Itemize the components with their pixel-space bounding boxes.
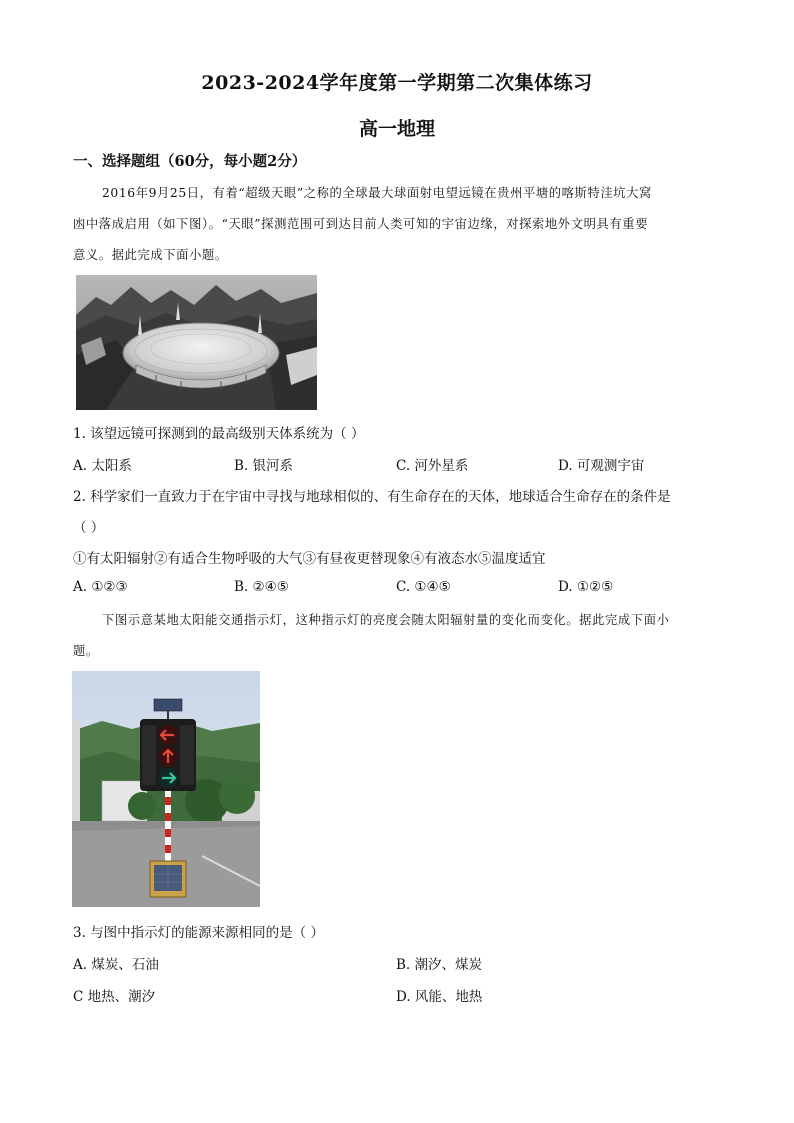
q1-option-d[interactable]: D. 可观测宇宙 [558,458,645,474]
q3-option-b[interactable]: B. 潮汐、煤炭 [396,957,483,973]
q2-stem-line2: （ ） [73,520,105,536]
q3-option-a[interactable]: A. 煤炭、石油 [73,957,159,973]
document-title: 2023-2024学年度第一学期第二次集体练习 [201,72,593,94]
document-subtitle: 高一地理 [358,118,435,140]
section-heading: 一、选择题组（60分，每小题2分） [73,153,307,170]
q2-option-a[interactable]: A. ①②③ [73,579,128,595]
intro1-line2: 凼中落成启用（如下图）。“天眼”探测范围可到达目前人类可知的宇宙边缘，对探索地外文明具有重要 [73,217,649,231]
solar-traffic-light-photo [72,671,260,907]
q1-stem: 1. 该望远镜可探测到的最高级别天体系统为（ ） [73,426,365,442]
intro1-line1: 2016年9月25日，有着“超级天眼”之称的全球最大球面射电望远镜在贵州平塘的喀斯特洼坑大窝 [102,186,652,200]
q1-option-a[interactable]: A. 太阳系 [73,458,132,474]
q1-option-b[interactable]: B. 银河系 [234,458,294,474]
intro1-line3: 意义。据此完成下面小题。 [73,248,228,262]
q2-option-b[interactable]: B. ②④⑤ [234,579,289,595]
intro2-line2: 题。 [73,644,99,658]
q2-stem-line1: 2. 科学家们一直致力于在宇宙中寻找与地球相似的、有生命存在的天体，地球适合生命存在的条件是 [73,489,671,505]
q1-option-c[interactable]: C. 河外星系 [396,458,469,474]
q2-conditions: ①有太阳辐射②有适合生物呼吸的大气③有昼夜更替现象④有液态水⑤温度适宜 [73,551,546,567]
q3-stem: 3. 与图中指示灯的能源来源相同的是（ ） [73,925,324,941]
fast-telescope-photo [76,275,317,410]
q2-option-d[interactable]: D. ①②⑤ [558,579,614,595]
intro2-line1: 下图示意某地太阳能交通指示灯，这种指示灯的亮度会随太阳辐射量的变化而变化。据此完成下面小 [102,613,670,627]
q3-option-d[interactable]: D. 风能、地热 [396,989,483,1005]
q2-option-c[interactable]: C. ①④⑤ [396,579,451,595]
q3-option-c[interactable]: C 地热、潮汐 [73,989,156,1005]
